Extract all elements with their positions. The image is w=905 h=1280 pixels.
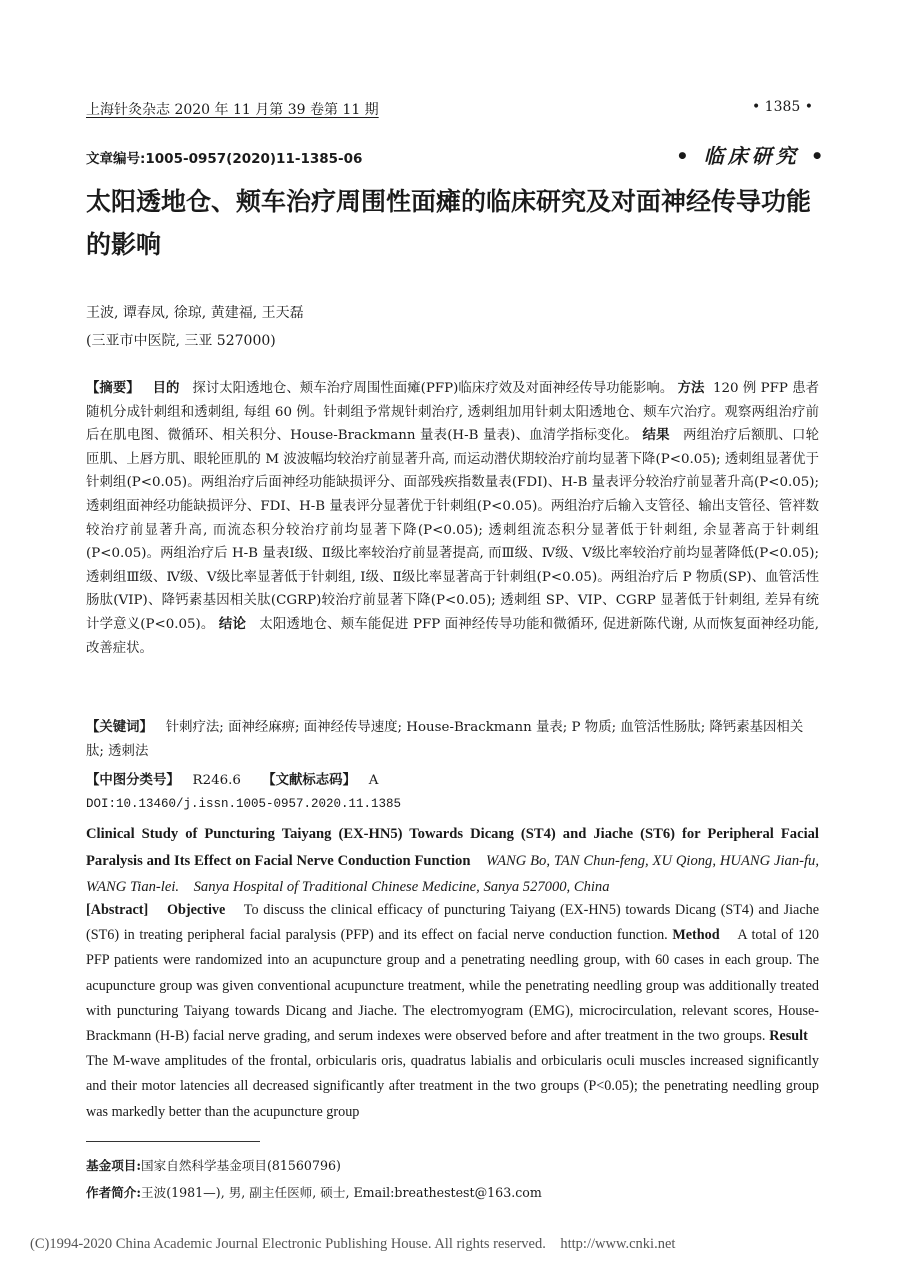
column-label: • 临床研究 • <box>676 144 828 168</box>
abstract-en-label: [Abstract] <box>86 902 149 918</box>
chinese-affiliation: (三亚市中医院, 三亚 527000) <box>86 333 276 349</box>
chinese-authors: 王波, 谭春凤, 徐琼, 黄建福, 王天磊 <box>86 305 304 321</box>
keywords-label: 【关键词】 <box>86 719 153 735</box>
abstract-label: 【摘要】 <box>86 380 140 396</box>
objective-en-text: To discuss the clinical efficacy of puncturing Taiyang (EX-HN5) towards Dicang (ST4) and Jiache (ST6) in treating peripheral facial paralysis (PFP) and its effect on facial nerve conduction function. <box>86 902 820 944</box>
chinese-abstract <box>86 377 819 660</box>
chinese-title: 太阳透地仓、颊车治疗周围性面瘫的临床研究及对面神经传导功能的影响 <box>86 187 812 259</box>
document-code-label: 【文献标志码】 <box>262 772 356 788</box>
classification-line <box>86 769 378 788</box>
bio-text: 王波(1981—), 男, 副主任医师, 硕士, Email:breathestest@163.com <box>141 1185 542 1200</box>
bio-label: 作者简介: <box>86 1185 142 1200</box>
conclusion-label: 结论 <box>218 615 247 632</box>
journal-issue-line: 上海针灸杂志 2020 年 11 月第 39 卷第 11 期 <box>86 102 379 118</box>
result-en-text: The M-wave amplitudes of the frontal, orbicularis oris, quadratus labialis and orbicularis oculi muscles increased significantly and their motor latencies all decreased significantly after treatment in the two groups (P<0.05); the penetrating needling group was markedly better than the acupuncture group <box>86 1053 819 1120</box>
keywords-text: 针刺疗法; 面神经麻痹; 面神经传导速度; House-Brackmann 量表; P 物质; 血管活性肠肽; 降钙素基因相关肽; 透刺法 <box>86 720 804 759</box>
chinese-keywords <box>86 716 819 763</box>
footnote-divider <box>86 1141 260 1142</box>
english-affiliation: Sanya Hospital of Traditional Chinese Medicine, Sanya 527000, China <box>193 879 610 895</box>
method-text: 120 例 PFP 患者随机分成针刺组和透刺组, 每组 60 例。针刺组予常规针刺治疗, 透刺组加用针刺太阳透地仓、颊车穴治疗。观察两组治疗前后在肌电图、微循环、相关积分、House-Brackmann 量表(H-B 量表)、血清学指标变化。 <box>86 381 820 444</box>
english-abstract <box>86 898 819 1125</box>
clc-label: 【中图分类号】 <box>86 772 180 788</box>
method-en-label: Method <box>672 927 720 944</box>
objective-text: 探讨太阳透地仓、颊车治疗周围性面瘫(PFP)临床疗效及对面神经传导功能影响。 <box>192 381 674 396</box>
objective-en-label: Objective <box>166 902 226 918</box>
english-title: Clinical Study of Puncturing Taiyang (EX-HN5) Towards Dicang (ST4) and Jiache (ST6) for Peripheral Facial Paralysis and Its Effect on Facial Nerve Conduction Function <box>86 826 819 869</box>
result-en-label: Result <box>769 1028 808 1045</box>
method-label: 方法 <box>677 380 705 396</box>
english-title-block <box>86 821 819 901</box>
conclusion-text: 太阳透地仓、颊车能促进 PFP 面神经传导功能和微循环, 促进新陈代谢, 从而恢复面神经功能, 改善症状。 <box>86 616 819 656</box>
result-label: 结果 <box>642 427 670 444</box>
english-authors: WANG Bo, TAN Chun-feng, XU Qiong, HUANG Jian-fu, WANG Tian-lei. <box>86 852 819 895</box>
article-number: 文章编号:1005-0957(2020)11-1385-06 <box>86 151 363 167</box>
funding-footnote <box>86 1155 341 1174</box>
objective-label: 目的 <box>152 380 180 396</box>
method-en-text: A total of 120 PFP patients were randomized into an acupuncture group and a penetrating needling group, with 60 cases in each group. The acupuncture group was given conventional acupuncture treatment, while the penetrating needling group was additionally treated with puncturing Taiyang towards Dicang and Jiache. The electromyogram (EMG), microcirculation, relevant scores, House-Brackmann (H-B) facial nerve grading, and serum indexes were observed before and after treatment in the two groups. <box>86 927 820 1045</box>
copyright-footer: (C)1994-2020 China Academic Journal Electronic Publishing House. All rights reserved. http://www.cnki.net <box>30 1236 676 1252</box>
clc-code: R246.6 <box>192 773 241 788</box>
page-number: • 1385 • <box>751 99 813 115</box>
fund-text: 国家自然科学基金项目(81560796) <box>141 1158 341 1173</box>
document-code: A <box>368 773 379 788</box>
author-bio-footnote <box>86 1182 542 1201</box>
result-text: 两组治疗后额肌、口轮匝肌、上唇方肌、眼轮匝肌的 M 波波幅均较治疗前显著升高, 而运动潜伏期较治疗前均显著下降(P<0.05); 透刺组显著优于针刺组(P<0.05)。两组治疗后面神经功能缺损评分、面部残疾指数量表(FDI)、H-B 量表评分较治疗前显著升高(P<0.05); 透刺组面神经功能缺损评分、FDI、H-B 量表评分显著优于针刺组(P<0.05)。两组治疗后输入支管径、输出支管径、管袢数较治疗前显著升高, 而流态积分较治疗前均显著下降(P<0.05); 透刺组流态积分显著低于针刺组, 余显著高于针刺组(P<0.05)。两组治疗后 H-B 量表Ⅰ级、Ⅱ级比率较治疗前显著提高, 而Ⅲ级、Ⅳ级、Ⅴ级比率较治疗前均显著降低(P<0.05); 透刺组Ⅲ级、Ⅳ级、Ⅴ级比率显著低于针刺组, Ⅰ级、Ⅱ级比率显著高于针刺组(P<0.05)。两组治疗后 P 物质(SP)、血管活性肠肽(VIP)、降钙素基因相关肽(CGRP)较治疗前显著下降(P<0.05); 透刺组 SP、VIP、CGRP 显著低于针刺组, 差异有统计学意义(P<0.05)。 <box>86 428 820 632</box>
doi: DOI:10.13460/j.issn.1005-0957.2020.11.1385 <box>86 797 402 811</box>
fund-label: 基金项目: <box>86 1158 142 1173</box>
